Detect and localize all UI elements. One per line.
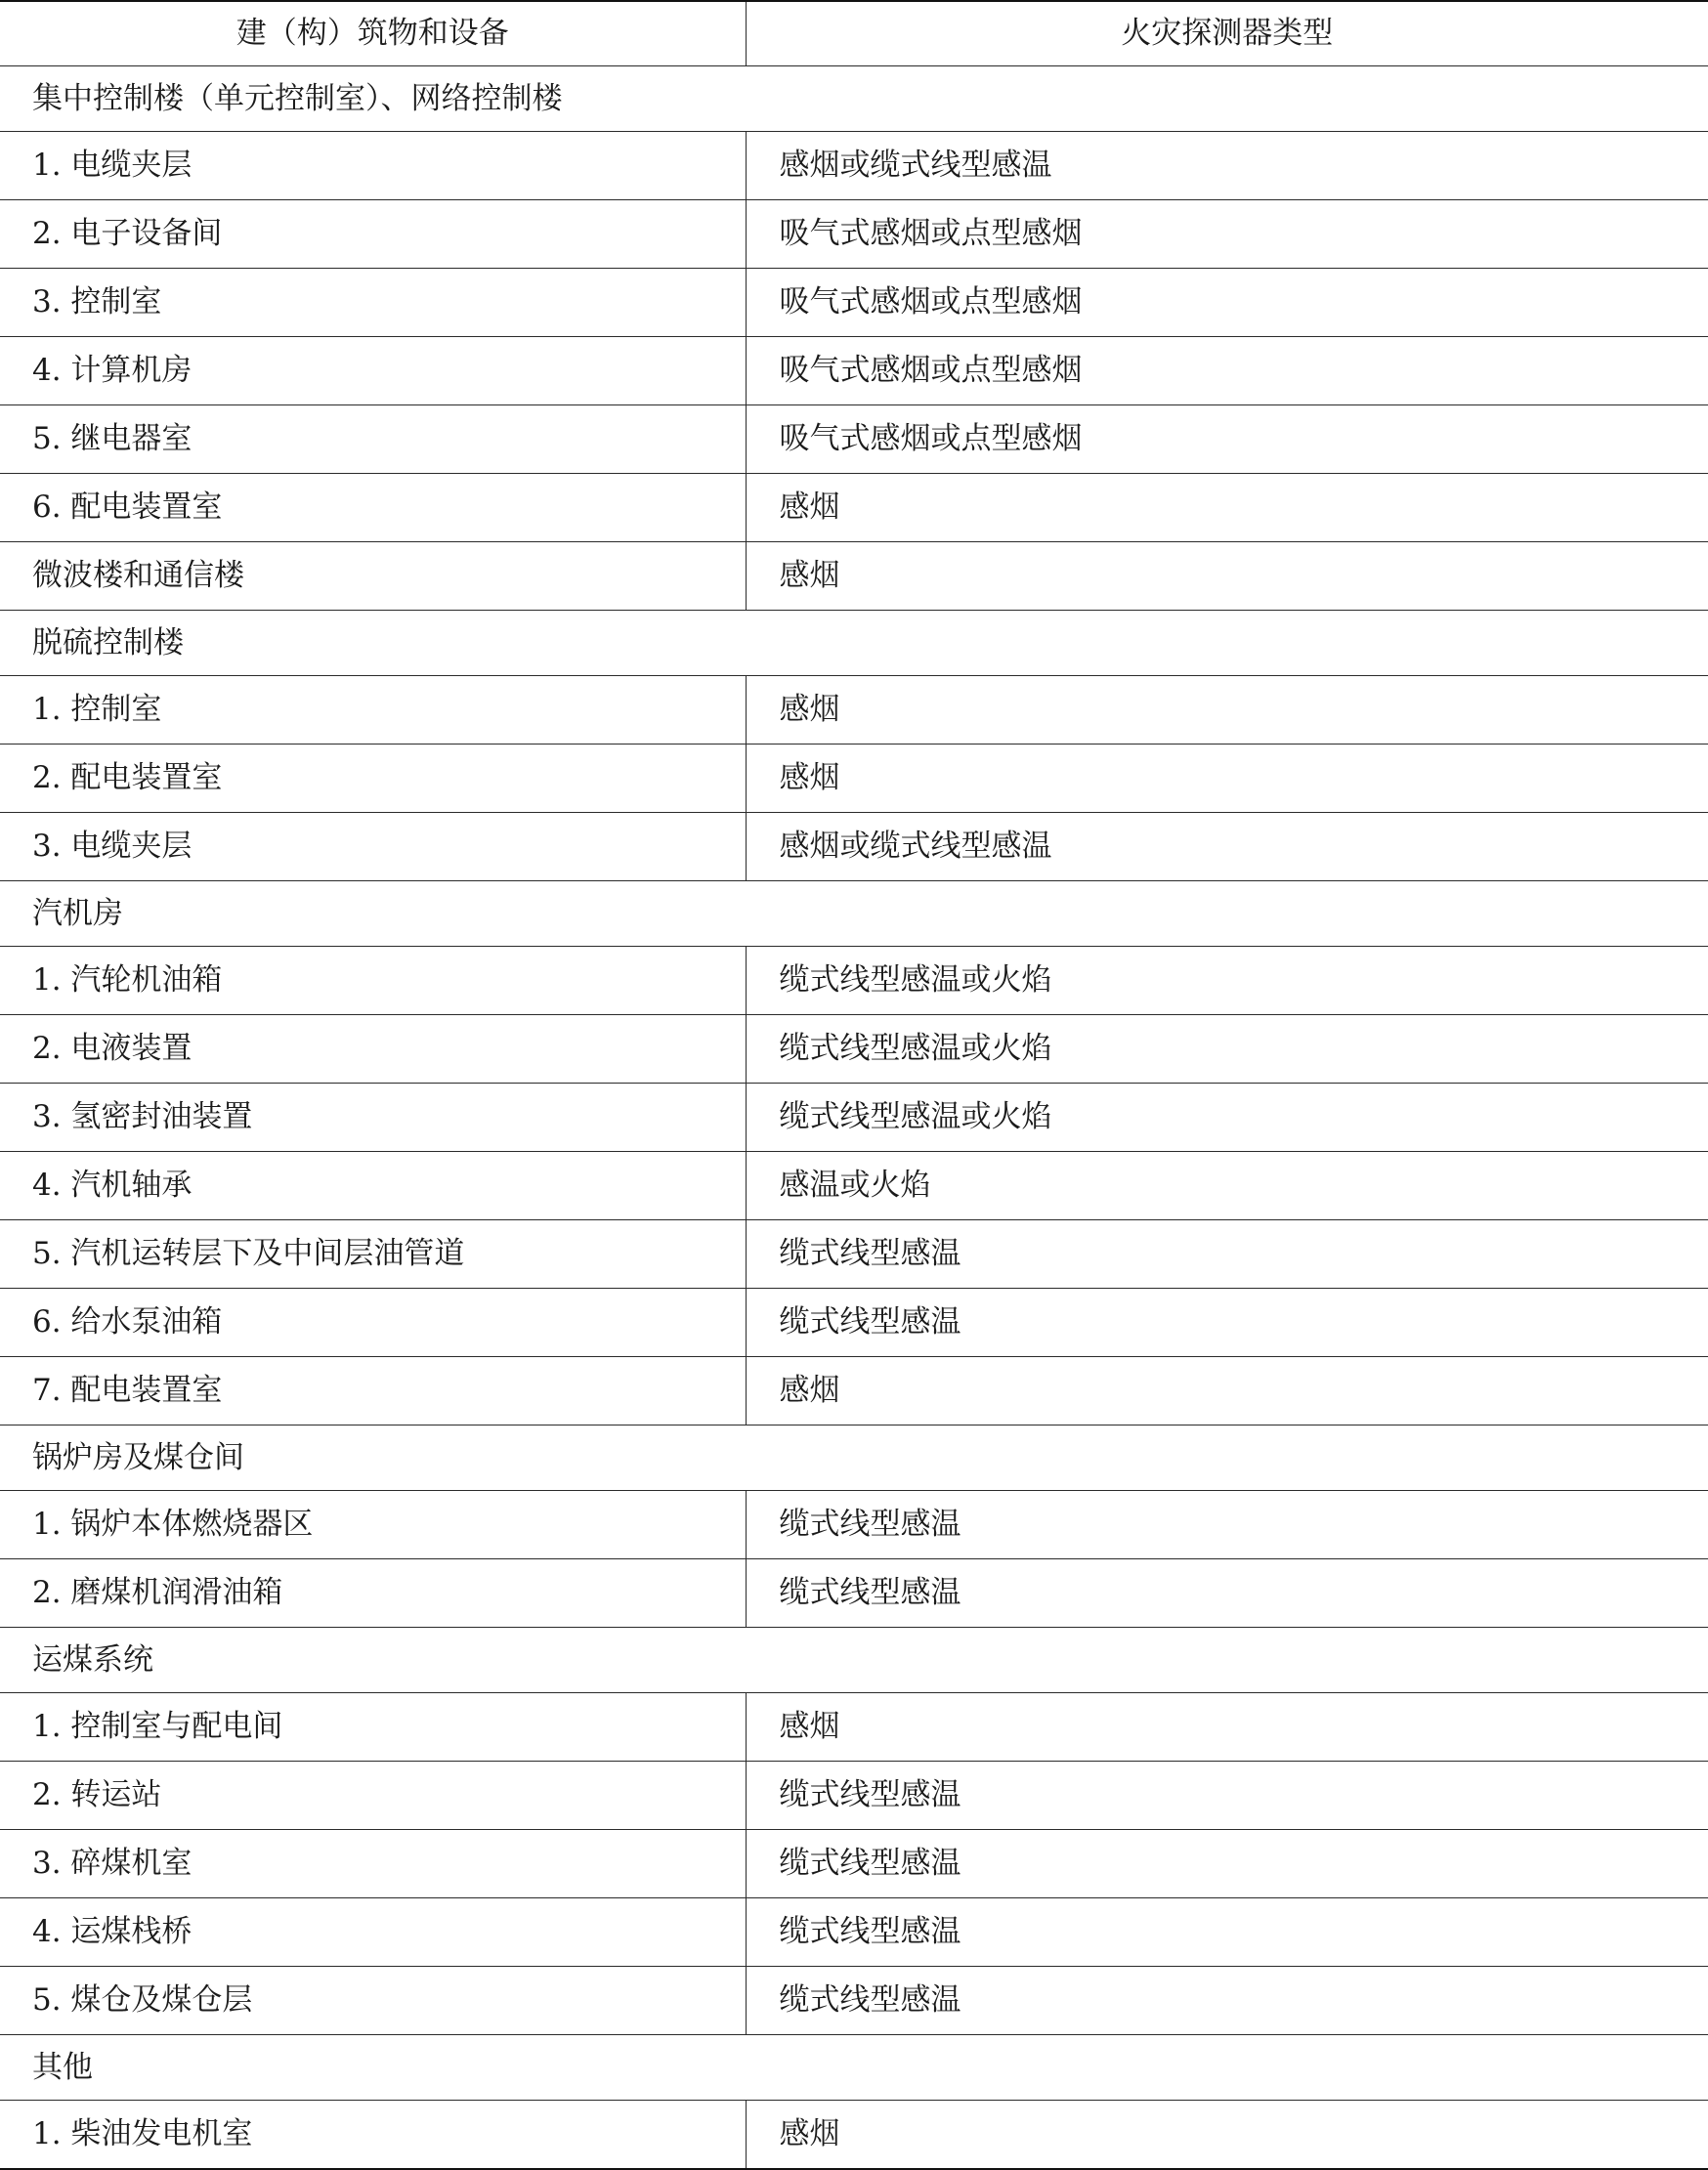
detector-cell: 缆式线型感温 — [746, 1289, 1708, 1357]
table-row — [0, 1830, 1708, 1898]
table-row — [0, 1898, 1708, 1967]
section-row — [0, 881, 1708, 947]
detector-cell: 缆式线型感温或火焰 — [746, 947, 1708, 1015]
building-cell: 2. 转运站 — [0, 1762, 746, 1830]
table-row — [0, 1084, 1708, 1152]
section-label: 其他 — [0, 2035, 1708, 2101]
table-row — [0, 269, 1708, 337]
building-cell: 6. 给水泵油箱 — [0, 1289, 746, 1357]
table-row — [0, 337, 1708, 405]
detector-cell: 缆式线型感温 — [746, 1491, 1708, 1559]
header-building: 建（构）筑物和设备 — [0, 1, 746, 66]
table-row — [0, 405, 1708, 474]
section-label: 锅炉房及煤仓间 — [0, 1425, 1708, 1491]
section-row — [0, 66, 1708, 132]
detector-cell: 吸气式感烟或点型感烟 — [746, 337, 1708, 405]
building-cell: 3. 电缆夹层 — [0, 813, 746, 881]
building-cell: 4. 运煤栈桥 — [0, 1898, 746, 1967]
detector-cell: 感温或火焰 — [746, 1152, 1708, 1220]
section-label: 运煤系统 — [0, 1628, 1708, 1693]
building-cell: 2. 磨煤机润滑油箱 — [0, 1559, 746, 1628]
table-row — [0, 132, 1708, 200]
building-cell: 5. 煤仓及煤仓层 — [0, 1967, 746, 2035]
table-row — [0, 1967, 1708, 2035]
building-cell: 2. 电液装置 — [0, 1015, 746, 1084]
table-row — [0, 542, 1708, 611]
building-cell: 1. 锅炉本体燃烧器区 — [0, 1491, 746, 1559]
table-row — [0, 200, 1708, 269]
detector-cell: 感烟 — [746, 1693, 1708, 1762]
detector-cell: 感烟 — [746, 542, 1708, 611]
detector-cell: 吸气式感烟或点型感烟 — [746, 269, 1708, 337]
section-label: 汽机房 — [0, 881, 1708, 947]
building-cell: 7. 配电装置室 — [0, 1357, 746, 1425]
table-row — [0, 1220, 1708, 1289]
building-cell: 3. 碎煤机室 — [0, 1830, 746, 1898]
detector-cell: 感烟 — [746, 745, 1708, 813]
building-cell: 1. 汽轮机油箱 — [0, 947, 746, 1015]
section-row — [0, 1425, 1708, 1491]
detector-cell: 缆式线型感温 — [746, 1967, 1708, 2035]
table-row — [0, 1015, 1708, 1084]
detector-cell: 缆式线型感温 — [746, 1898, 1708, 1967]
table-row — [0, 1289, 1708, 1357]
table-row — [0, 813, 1708, 881]
detector-cell: 感烟 — [746, 676, 1708, 745]
table-row — [0, 1559, 1708, 1628]
table-row — [0, 947, 1708, 1015]
table-row — [0, 2101, 1708, 2170]
building-cell: 2. 电子设备间 — [0, 200, 746, 269]
section-row — [0, 1628, 1708, 1693]
table-row — [0, 474, 1708, 542]
header-detector-type: 火灾探测器类型 — [746, 1, 1708, 66]
detector-cell: 感烟 — [746, 1357, 1708, 1425]
detector-cell: 吸气式感烟或点型感烟 — [746, 405, 1708, 474]
building-cell: 5. 继电器室 — [0, 405, 746, 474]
detector-cell: 缆式线型感温或火焰 — [746, 1084, 1708, 1152]
detector-cell: 感烟或缆式线型感温 — [746, 132, 1708, 200]
building-cell: 1. 柴油发电机室 — [0, 2101, 746, 2170]
building-cell: 4. 计算机房 — [0, 337, 746, 405]
detector-cell: 吸气式感烟或点型感烟 — [746, 200, 1708, 269]
building-cell: 1. 电缆夹层 — [0, 132, 746, 200]
building-cell: 3. 氢密封油装置 — [0, 1084, 746, 1152]
section-row — [0, 2035, 1708, 2101]
building-cell: 4. 汽机轴承 — [0, 1152, 746, 1220]
table-row — [0, 1357, 1708, 1425]
building-cell: 微波楼和通信楼 — [0, 542, 746, 611]
detector-cell: 感烟或缆式线型感温 — [746, 813, 1708, 881]
table-row — [0, 1762, 1708, 1830]
building-cell: 6. 配电装置室 — [0, 474, 746, 542]
detector-cell: 感烟 — [746, 2101, 1708, 2170]
section-label: 脱硫控制楼 — [0, 611, 1708, 676]
building-cell: 1. 控制室与配电间 — [0, 1693, 746, 1762]
detector-cell: 缆式线型感温 — [746, 1762, 1708, 1830]
table-row — [0, 1693, 1708, 1762]
table-row — [0, 676, 1708, 745]
building-cell: 2. 配电装置室 — [0, 745, 746, 813]
table-row — [0, 1152, 1708, 1220]
detector-cell: 缆式线型感温 — [746, 1830, 1708, 1898]
section-label: 集中控制楼（单元控制室）、网络控制楼 — [0, 66, 1708, 132]
table-row — [0, 1491, 1708, 1559]
detector-cell: 缆式线型感温 — [746, 1220, 1708, 1289]
building-cell: 1. 控制室 — [0, 676, 746, 745]
section-row — [0, 611, 1708, 676]
table-row — [0, 745, 1708, 813]
detector-cell: 感烟 — [746, 474, 1708, 542]
building-cell: 5. 汽机运转层下及中间层油管道 — [0, 1220, 746, 1289]
table-body — [0, 66, 1708, 2170]
detector-cell: 缆式线型感温或火焰 — [746, 1015, 1708, 1084]
building-cell: 3. 控制室 — [0, 269, 746, 337]
table-header-row — [0, 1, 1708, 66]
detector-cell: 缆式线型感温 — [746, 1559, 1708, 1628]
